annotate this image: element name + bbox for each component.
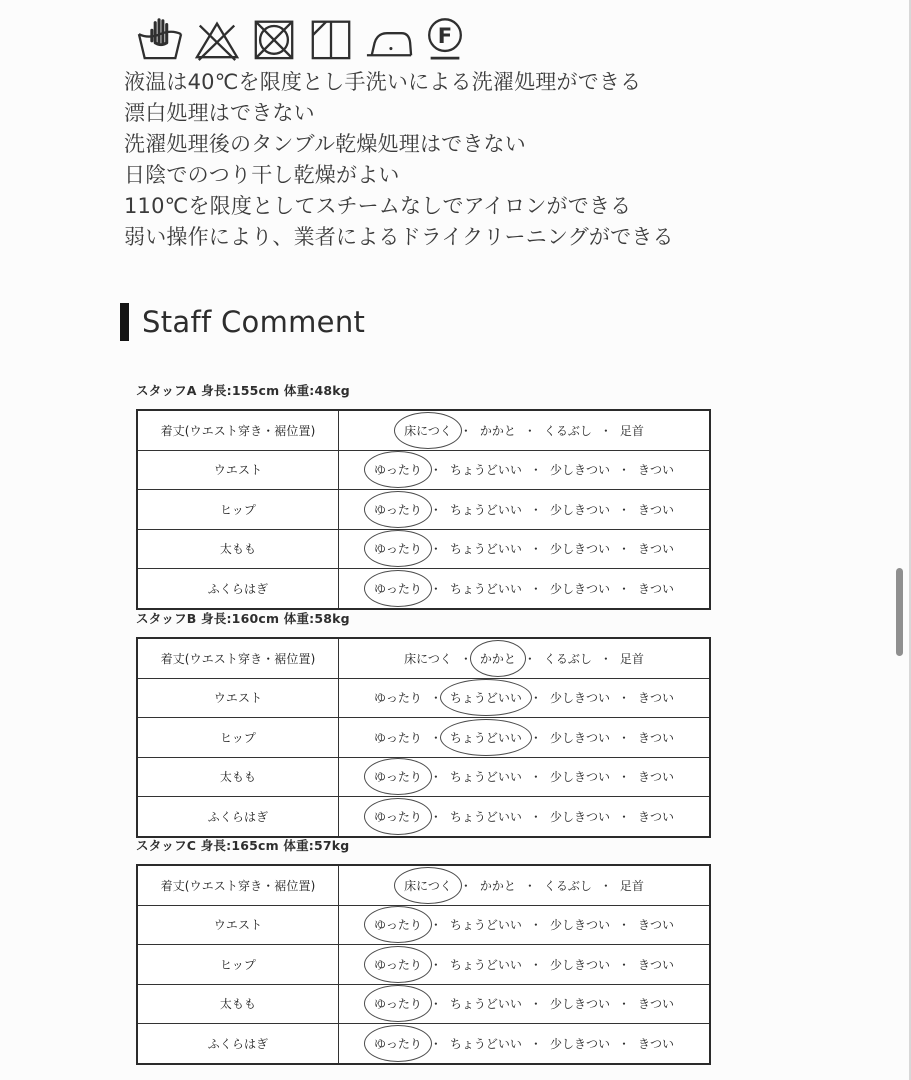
fit-option: ちょうどいい [449,502,522,517]
measure-item-label: ふくらはぎ [137,797,339,837]
dry-clean-gentle-f-icon [422,13,468,63]
table-row [137,984,710,1024]
option-separator: ・ [617,463,630,478]
care-instructions-text [124,67,674,253]
svg-text:F: F [437,22,453,48]
fit-option: 少しきつい [549,997,610,1012]
fit-option: ちょうどいい [449,957,522,972]
fit-options-cell [339,984,711,1024]
option-separator: ・ [529,691,542,706]
option-separator: ・ [529,463,542,478]
fit-option-selected: ゆったり [374,997,422,1012]
shade-line-dry-icon [308,13,354,63]
option-separator: ・ [429,730,442,745]
fit-options-cell [339,450,711,490]
option-separator: ・ [529,918,542,933]
fit-option: 少しきつい [549,581,610,596]
fit-option-selected: ゆったり [374,502,422,517]
table-row [137,529,710,569]
measure-item-label: ヒップ [137,718,339,758]
fit-option: くるぶし [543,878,592,893]
fit-option: きつい [637,502,674,517]
fit-option: ちょうどいい [449,581,522,596]
fit-option: ちょうどいい [449,997,522,1012]
fit-option: ゆったり [374,691,422,706]
option-separator: ・ [429,502,442,517]
fit-option: 少しきつい [549,918,610,933]
option-separator: ・ [429,691,442,706]
table-row [137,638,710,678]
fit-option: ちょうどいい [449,809,522,824]
fit-option: 床につく [404,651,452,666]
fit-option: かかと [479,878,516,893]
option-separator: ・ [523,878,536,893]
option-separator: ・ [429,809,442,824]
fit-options-cell [339,410,711,450]
option-separator: ・ [429,770,442,785]
heading-accent-bar [120,303,129,341]
fit-option: ちょうどいい [449,463,522,478]
fit-options-cell [339,757,711,797]
table-row [137,905,710,945]
fit-option: くるぶし [543,423,592,438]
option-separator: ・ [529,1036,542,1051]
option-separator: ・ [429,542,442,557]
option-separator: ・ [429,997,442,1012]
option-separator: ・ [459,651,472,666]
fit-option: きつい [637,463,674,478]
fit-options-cell [339,529,711,569]
option-separator: ・ [529,809,542,824]
table-row [137,797,710,837]
measure-item-label: ふくらはぎ [137,1024,339,1064]
option-separator: ・ [617,581,630,596]
fit-option: 少しきつい [549,809,610,824]
fit-option: 少しきつい [549,730,610,745]
fit-option: 少しきつい [549,691,610,706]
staff-table-label: スタッフA 身長:155cm 体重:48kg [136,383,350,398]
staff-comment-heading [120,303,365,341]
measure-item-label: ヒップ [137,490,339,530]
measure-item-label: ウエスト [137,450,339,490]
fit-options-cell [339,678,711,718]
option-separator: ・ [529,957,542,972]
option-separator: ・ [617,542,630,557]
iron-low-heat-icon [365,13,411,63]
option-separator: ・ [529,581,542,596]
fit-options-cell [339,569,711,609]
fit-option: きつい [637,997,674,1012]
fit-option-selected: ちょうどいい [449,730,522,745]
table-row [137,945,710,985]
table-row [137,569,710,609]
fit-options-cell [339,797,711,837]
fit-option: 少しきつい [549,463,610,478]
fit-option-selected: ゆったり [374,542,422,557]
fit-options-cell [339,1024,711,1064]
table-row [137,678,710,718]
fit-option: 少しきつい [549,957,610,972]
option-separator: ・ [459,878,472,893]
fit-options-cell [339,490,711,530]
option-separator: ・ [523,423,536,438]
option-separator: ・ [459,423,472,438]
option-separator: ・ [429,463,442,478]
fit-option: くるぶし [543,651,592,666]
fit-option-selected: 床につく [404,423,452,438]
fit-options-cell [339,945,711,985]
fit-option-selected: ゆったり [374,1036,422,1051]
fit-option: ちょうどいい [449,770,522,785]
fit-option: きつい [637,691,674,706]
fit-options-cell [339,638,711,678]
option-separator: ・ [529,770,542,785]
fit-option: きつい [637,542,674,557]
fit-option: きつい [637,809,674,824]
fit-option: 足首 [619,878,644,893]
fit-option: 少しきつい [549,542,610,557]
fit-options-cell [339,905,711,945]
measure-item-label: 太もも [137,984,339,1024]
staff-table-label: スタッフC 身長:165cm 体重:57kg [136,838,350,853]
staff-table-block [136,836,711,1065]
option-separator: ・ [617,730,630,745]
option-separator: ・ [617,997,630,1012]
option-separator: ・ [529,502,542,517]
measure-item-label: 太もも [137,757,339,797]
fit-option: 足首 [619,423,644,438]
fit-option: きつい [637,918,674,933]
fit-option-selected: ゆったり [374,770,422,785]
fit-options-cell [339,865,711,905]
fit-option: 少しきつい [549,502,610,517]
fit-option: ゆったり [374,730,422,745]
fit-option: きつい [637,1036,674,1051]
fit-option-selected: かかと [479,651,516,666]
measure-item-label: 太もも [137,529,339,569]
fit-option: ちょうどいい [449,1036,522,1051]
option-separator: ・ [523,651,536,666]
fit-option-selected: ゆったり [374,957,422,972]
do-not-bleach-icon [194,13,240,63]
table-row [137,490,710,530]
fit-options-cell [339,718,711,758]
option-separator: ・ [529,997,542,1012]
option-separator: ・ [529,730,542,745]
fit-option-selected: ゆったり [374,463,422,478]
fit-table [136,409,711,610]
fit-option-selected: ゆったり [374,918,422,933]
table-row [137,410,710,450]
fit-option: きつい [637,581,674,596]
care-line: 漂白処理はできない [124,101,315,125]
measure-item-label: ふくらはぎ [137,569,339,609]
option-separator: ・ [429,1036,442,1051]
care-line: 110℃を限度としてスチームなしでアイロンができる [124,194,632,218]
option-separator: ・ [617,502,630,517]
table-row [137,718,710,758]
care-line: 日陰でのつり干し乾燥がよい [124,163,400,187]
care-line: 弱い操作により、業者によるドライクリーニングができる [124,225,674,249]
staff-table-block [136,609,711,838]
option-separator: ・ [429,918,442,933]
measure-item-label: ウエスト [137,678,339,718]
option-separator: ・ [617,1036,630,1051]
measure-item-label: 着丈(ウエスト穿き・裾位置) [137,865,339,905]
staff-table-label: スタッフB 身長:160cm 体重:58kg [136,611,350,626]
fit-option-selected: ゆったり [374,581,422,596]
table-row [137,450,710,490]
fit-option: きつい [637,730,674,745]
care-symbols-row [137,13,468,63]
scrollbar-thumb[interactable] [896,568,903,656]
care-line: 液温は40℃を限度とし手洗いによる洗濯処理ができる [124,70,642,94]
measure-item-label: ウエスト [137,905,339,945]
table-row [137,757,710,797]
option-separator: ・ [429,581,442,596]
fit-table [136,637,711,838]
option-separator: ・ [529,542,542,557]
measure-item-label: ヒップ [137,945,339,985]
option-separator: ・ [617,770,630,785]
option-separator: ・ [599,423,612,438]
fit-option: 少しきつい [549,1036,610,1051]
table-row [137,1024,710,1064]
option-separator: ・ [617,957,630,972]
option-separator: ・ [617,809,630,824]
measure-item-label: 着丈(ウエスト穿き・裾位置) [137,410,339,450]
do-not-tumble-dry-icon [251,13,297,63]
fit-option: 足首 [619,651,644,666]
option-separator: ・ [617,691,630,706]
fit-option-selected: ゆったり [374,809,422,824]
staff-table-block [136,381,711,610]
option-separator: ・ [599,651,612,666]
option-separator: ・ [617,918,630,933]
fit-option: 少しきつい [549,770,610,785]
fit-option-selected: ちょうどいい [449,691,522,706]
fit-option: ちょうどいい [449,542,522,557]
fit-option: きつい [637,770,674,785]
hand-wash-icon [137,13,183,63]
fit-option: きつい [637,957,674,972]
fit-option: ちょうどいい [449,918,522,933]
fit-table [136,864,711,1065]
option-separator: ・ [599,878,612,893]
fit-option: かかと [479,423,516,438]
option-separator: ・ [429,957,442,972]
fit-option-selected: 床につく [404,878,452,893]
page-title: Staff Comment [142,305,366,339]
care-line: 洗濯処理後のタンブル乾燥処理はできない [124,132,526,156]
measure-item-label: 着丈(ウエスト穿き・裾位置) [137,638,339,678]
table-row [137,865,710,905]
